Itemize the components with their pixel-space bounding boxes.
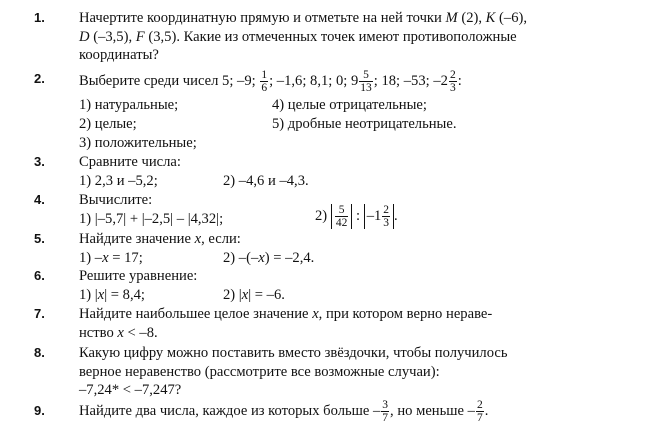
problem-number: 1. [34, 10, 45, 25]
option: 3) положительные; [79, 135, 197, 151]
expression: 2) $\frac{5}{42}$ : –1 $\frac{2}{3}$ . [315, 203, 398, 229]
fraction: $\frac{1}{6}$ [261, 69, 268, 95]
problem-number: 2. [34, 71, 45, 86]
problem-number: 9. [34, 403, 45, 418]
problem-title: Вычислите: [79, 192, 153, 208]
problem-text: Начертите координатную прямую и отметьте на ней точки M (2), K (–6), D (–3,5), F (3,5). Какие из отмеченных точек имеют противоположные координаты? [79, 10, 528, 64]
option: 2) целые; [79, 116, 137, 132]
option: 5) дробные неотрицательные. [272, 116, 457, 132]
fraction: $\frac{2}{3}$ [449, 69, 456, 95]
problem-title: Найдите значение x, если: [79, 231, 241, 247]
worksheet-page: 1. Начертите координатную прямую и отметьте на ней точки M (2), K (–6), D (–3,5), F (3,5). Какие из отмеченных точек имеют противоположные координаты? 2. Выберите среди чисел 5; –9; $\frac{1}{6}$ ; –1,6; 8,1; 0; 9 $\frac{5}{13}$ ; 18; –53; –2 $\frac{2}{3}$ : 1) натуральные; 4) целые отрицательные; 2) целые; 5) дробные неотрицательные. 3) положительные; 3. Сравните числа: 1) 2,3 и –5,2; 2) –4,6 и –4,3. 4. Вычислите: 1) |–5,7| + |–2,5| – |4,32|; 2) $\frac{5}{42}$ : –1 $\frac{2}{3}$ . 5. Найдите значение x, если: 1) –x = 17; 2) –(–x) = –2,4. 6. Решите уравнение: 1) |x| = 8,4; 2) |x| = –6. 7. Найдите наибольшее целое значение x, при котором верно нераве- нство x < –8. 8. Какую цифру можно поставить вместо звёздочки, чтобы получилось верное неравенство (рассмотрите все возможные случаи): –7,24* < –7,247? 9. Найдите два числа, каждое из которых больше – $\frac{3}{7}$ , но меньше – $\frac{2}{7}$ . [0, 0, 648, 429]
problem-number: 8. [34, 345, 45, 360]
problem-number: 6. [34, 268, 45, 283]
option: 4) целые отрицательные; [272, 97, 427, 113]
problem-title: Решите уравнение: [79, 268, 198, 284]
problem-number: 5. [34, 231, 45, 246]
problem-text: Выберите среди чисел 5; –9; $\frac{1}{6}$ ; –1,6; 8,1; 0; 9 $\frac{5}{13}$ ; 18; –53; –2 $\frac{2}{3}$ : [79, 69, 462, 95]
problem-number: 7. [34, 306, 45, 321]
option: 1) натуральные; [79, 97, 179, 113]
problem-title: Сравните числа: [79, 154, 181, 170]
problem-number: 4. [34, 192, 45, 207]
fraction: $\frac{5}{13}$ [360, 69, 372, 95]
problem-number: 3. [34, 154, 45, 169]
